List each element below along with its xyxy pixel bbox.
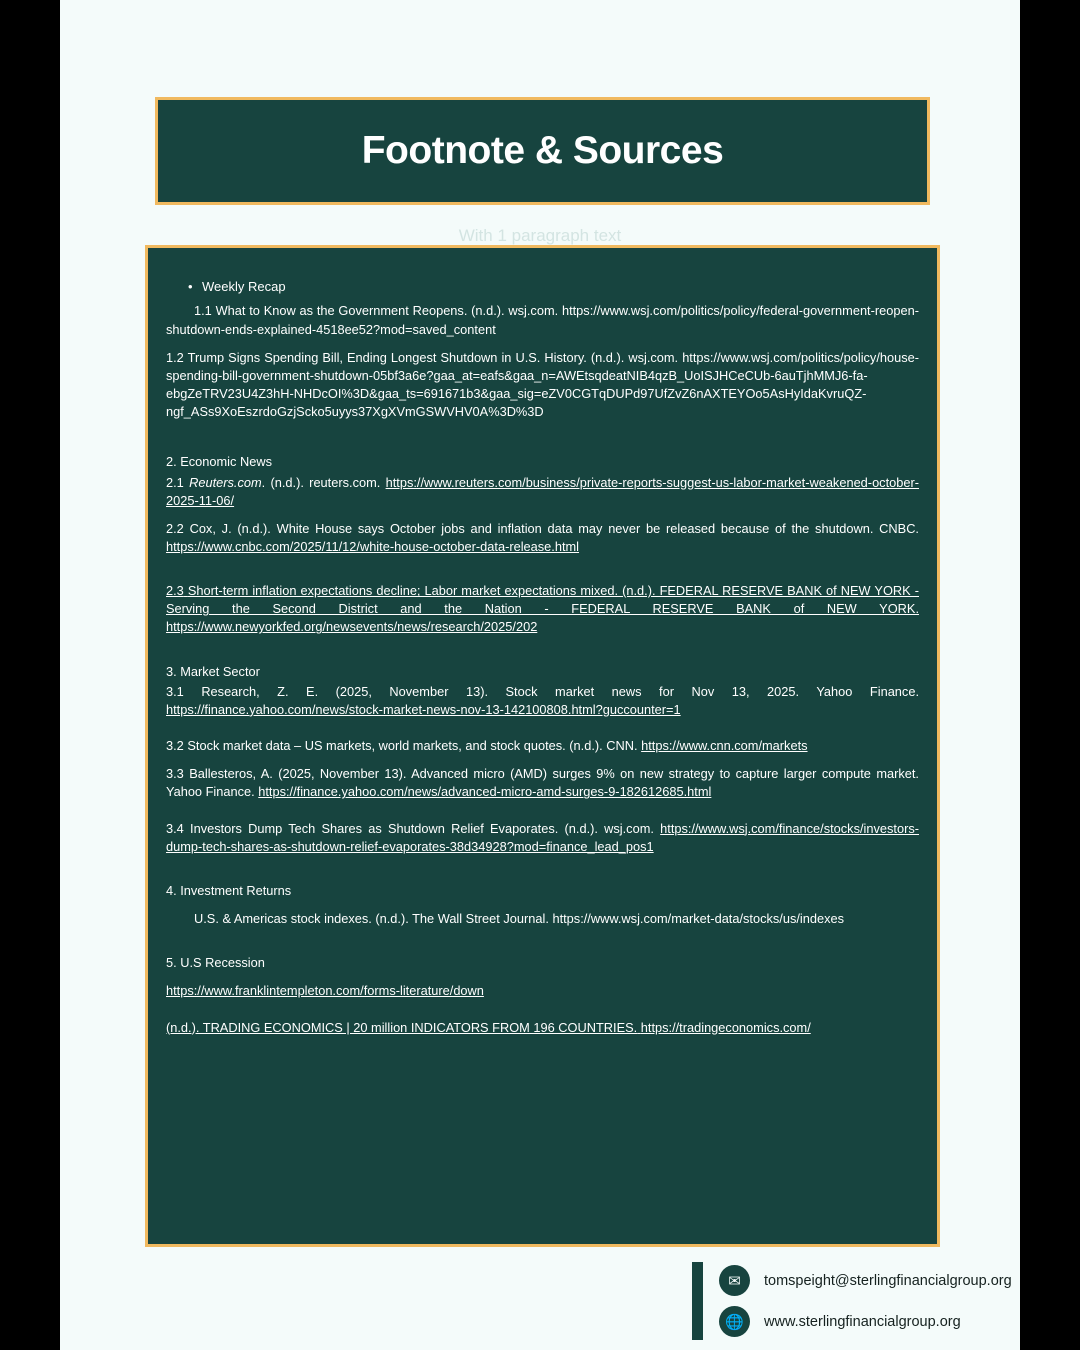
- reference-4-1: [166, 910, 919, 928]
- spacer: [166, 729, 919, 737]
- reference-number: 2.2: [166, 520, 184, 536]
- spacer: [166, 566, 919, 582]
- reference-source-italic: Reuters.com: [189, 474, 262, 490]
- section-heading-market-sector: 3. Market Sector: [166, 663, 260, 679]
- reference-text: Cox, J. (n.d.). White House says October jobs and inflation data may never be released because of the shutdown. CNBC.: [189, 520, 919, 536]
- spacer: [166, 938, 919, 954]
- reference-2-1: [166, 474, 919, 510]
- reference-url[interactable]: https://www.franklintempleton.com/forms-literature/down: [166, 983, 484, 999]
- reference-2-3[interactable]: [166, 582, 919, 636]
- reference-1-1: [166, 302, 919, 338]
- spacer: [166, 866, 919, 882]
- watermark-text: With 1 paragraph text: [458, 226, 622, 245]
- reference-number: 1.2: [166, 349, 184, 365]
- section-heading-investment-returns: 4. Investment Returns: [166, 882, 292, 898]
- list-item: [188, 278, 919, 296]
- spacer: [166, 812, 919, 820]
- reference-url[interactable]: https://finance.yahoo.com/news/advanced-micro-amd-surges-9-182612685.html: [258, 784, 712, 800]
- reference-text: Investors Dump Tech Shares as Shutdown Relief Evaporates. (n.d.). wsj.com.: [190, 820, 654, 836]
- reference-number: 2.3: [166, 583, 184, 599]
- reference-url[interactable]: https://www.wsj.com/politics/policy/federal-government-reopen-shutdown-ends-explained-4518ee52?mod=saved_content: [166, 303, 919, 337]
- reference-text: Stock market data – US markets, world markets, and stock quotes. (n.d.). CNN.: [187, 738, 638, 754]
- reference-url[interactable]: https://tradingeconomics.com/: [640, 1019, 811, 1035]
- footer-email-row[interactable]: [719, 1265, 1012, 1296]
- footer-accent-bar: [692, 1262, 703, 1340]
- spacer: [166, 1011, 919, 1019]
- reference-5-2[interactable]: [166, 1019, 919, 1037]
- reference-2-2: [166, 520, 919, 556]
- reference-3-2: [166, 737, 919, 755]
- reference-url[interactable]: https://finance.yahoo.com/news/stock-market-news-nov-13-142100808.html?guccounter=1: [166, 701, 681, 717]
- reference-number: 3.1: [166, 683, 184, 699]
- reference-number: 1.1: [194, 303, 212, 319]
- reference-url[interactable]: https://www.reuters.com/business/private-reports-suggest-us-labor-market-weakened-october-2025-11-06/: [166, 474, 920, 508]
- reference-url[interactable]: https://www.cnn.com/markets: [641, 738, 808, 754]
- footer-website-row[interactable]: [719, 1306, 1012, 1337]
- reference-text: Trump Signs Spending Bill, Ending Longest Shutdown in U.S. History. (n.d.). wsj.com.: [187, 349, 679, 365]
- spacer: [166, 974, 919, 982]
- reference-3-3: [166, 765, 919, 801]
- reference-url[interactable]: https://www.wsj.com/finance/stocks/investors-dump-tech-shares-as-shutdown-relief-evaporates-38d34928?mod=finance_lead_pos1: [166, 820, 920, 854]
- reference-text: U.S. & Americas stock indexes. (n.d.). The Wall Street Journal. https://www.wsj.com/market-data/stocks/us/indexes: [194, 911, 845, 927]
- spacer: [166, 902, 919, 910]
- envelope-icon: ✉: [719, 1265, 750, 1296]
- reference-3-4: [166, 820, 919, 856]
- globe-icon: 🌐: [719, 1306, 750, 1337]
- reference-number: 3.2: [166, 738, 184, 754]
- reference-5-1: [166, 982, 919, 1000]
- footer-contact: [692, 1262, 1080, 1340]
- page-title: Footnote & Sources: [361, 129, 724, 172]
- reference-text: Short-term inflation expectations decline; Labor market expectations mixed. (n.d.). FEDERAL RESERVE BANK of NEW YORK - Serving the Second District and the Nation - FEDERAL RESERVE BANK of NEW YORK.: [166, 583, 919, 617]
- reference-text: What to Know as the Government Reopens. (n.d.). wsj.com.: [215, 303, 559, 319]
- reference-url[interactable]: https://www.newyorkfed.org/newsevents/news/research/2025/202: [166, 619, 538, 635]
- weekly-recap-label: Weekly Recap: [202, 279, 286, 294]
- poster-page: [60, 0, 1020, 1350]
- reference-url[interactable]: https://www.wsj.com/politics/policy/house-spending-bill-government-shutdown-05bf3a6e?gaa_at=eafs&gaa_n=AWEtsqdeatNIB4qzB_UoISJHCeCUb-6auTjhMMJ6-fa-ebgZeTRV23U4Z3hH-NHDcOI%3D&gaa_ts=691671b3&gaa_sig=eZV0CGTqDUPd97UfZvZ6nAXTEYOo5AsHyIdaKvruQZ-ngf_ASs9XoEszrdoGzjScko5uyys37XgXVmGSWVHV0A%3D%3D: [166, 349, 920, 420]
- reference-text: Ballesteros, A. (2025, November 13). Advanced micro (AMD) surges 9% on new strategy to capture larger compute market. Yahoo Finance.: [166, 766, 919, 800]
- reference-text: . (n.d.). reuters.com.: [261, 474, 386, 490]
- title-banner: [155, 97, 930, 205]
- spacer: [166, 647, 919, 663]
- section-heading-economic-news: 2. Economic News: [166, 454, 272, 470]
- reference-number: 3.3: [166, 766, 184, 782]
- reference-text: Research, Z. E. (2025, November 13). Stock market news for Nov 13, 2025. Yahoo Finance.: [201, 683, 919, 699]
- footer-website-text: www.sterlingfinancialgroup.org: [764, 1313, 961, 1330]
- footer-email-text: tomspeight@sterlingfinancialgroup.org: [764, 1272, 1012, 1289]
- bullet-dot: •: [188, 279, 193, 294]
- reference-url[interactable]: https://www.cnbc.com/2025/11/12/white-house-october-data-release.html: [166, 539, 580, 555]
- reference-number: 2.1: [166, 474, 184, 490]
- footer-lines: [719, 1265, 1012, 1337]
- reference-number: 3.4: [166, 820, 184, 836]
- spacer: [166, 431, 919, 453]
- section-heading-us-recession: 5. U.S Recession: [166, 955, 265, 971]
- sources-card: [145, 245, 940, 1247]
- reference-1-2: [166, 349, 919, 422]
- reference-text: (n.d.). TRADING ECONOMICS | 20 million INDICATORS FROM 196 COUNTRIES.: [166, 1019, 638, 1035]
- reference-3-1: [166, 683, 919, 719]
